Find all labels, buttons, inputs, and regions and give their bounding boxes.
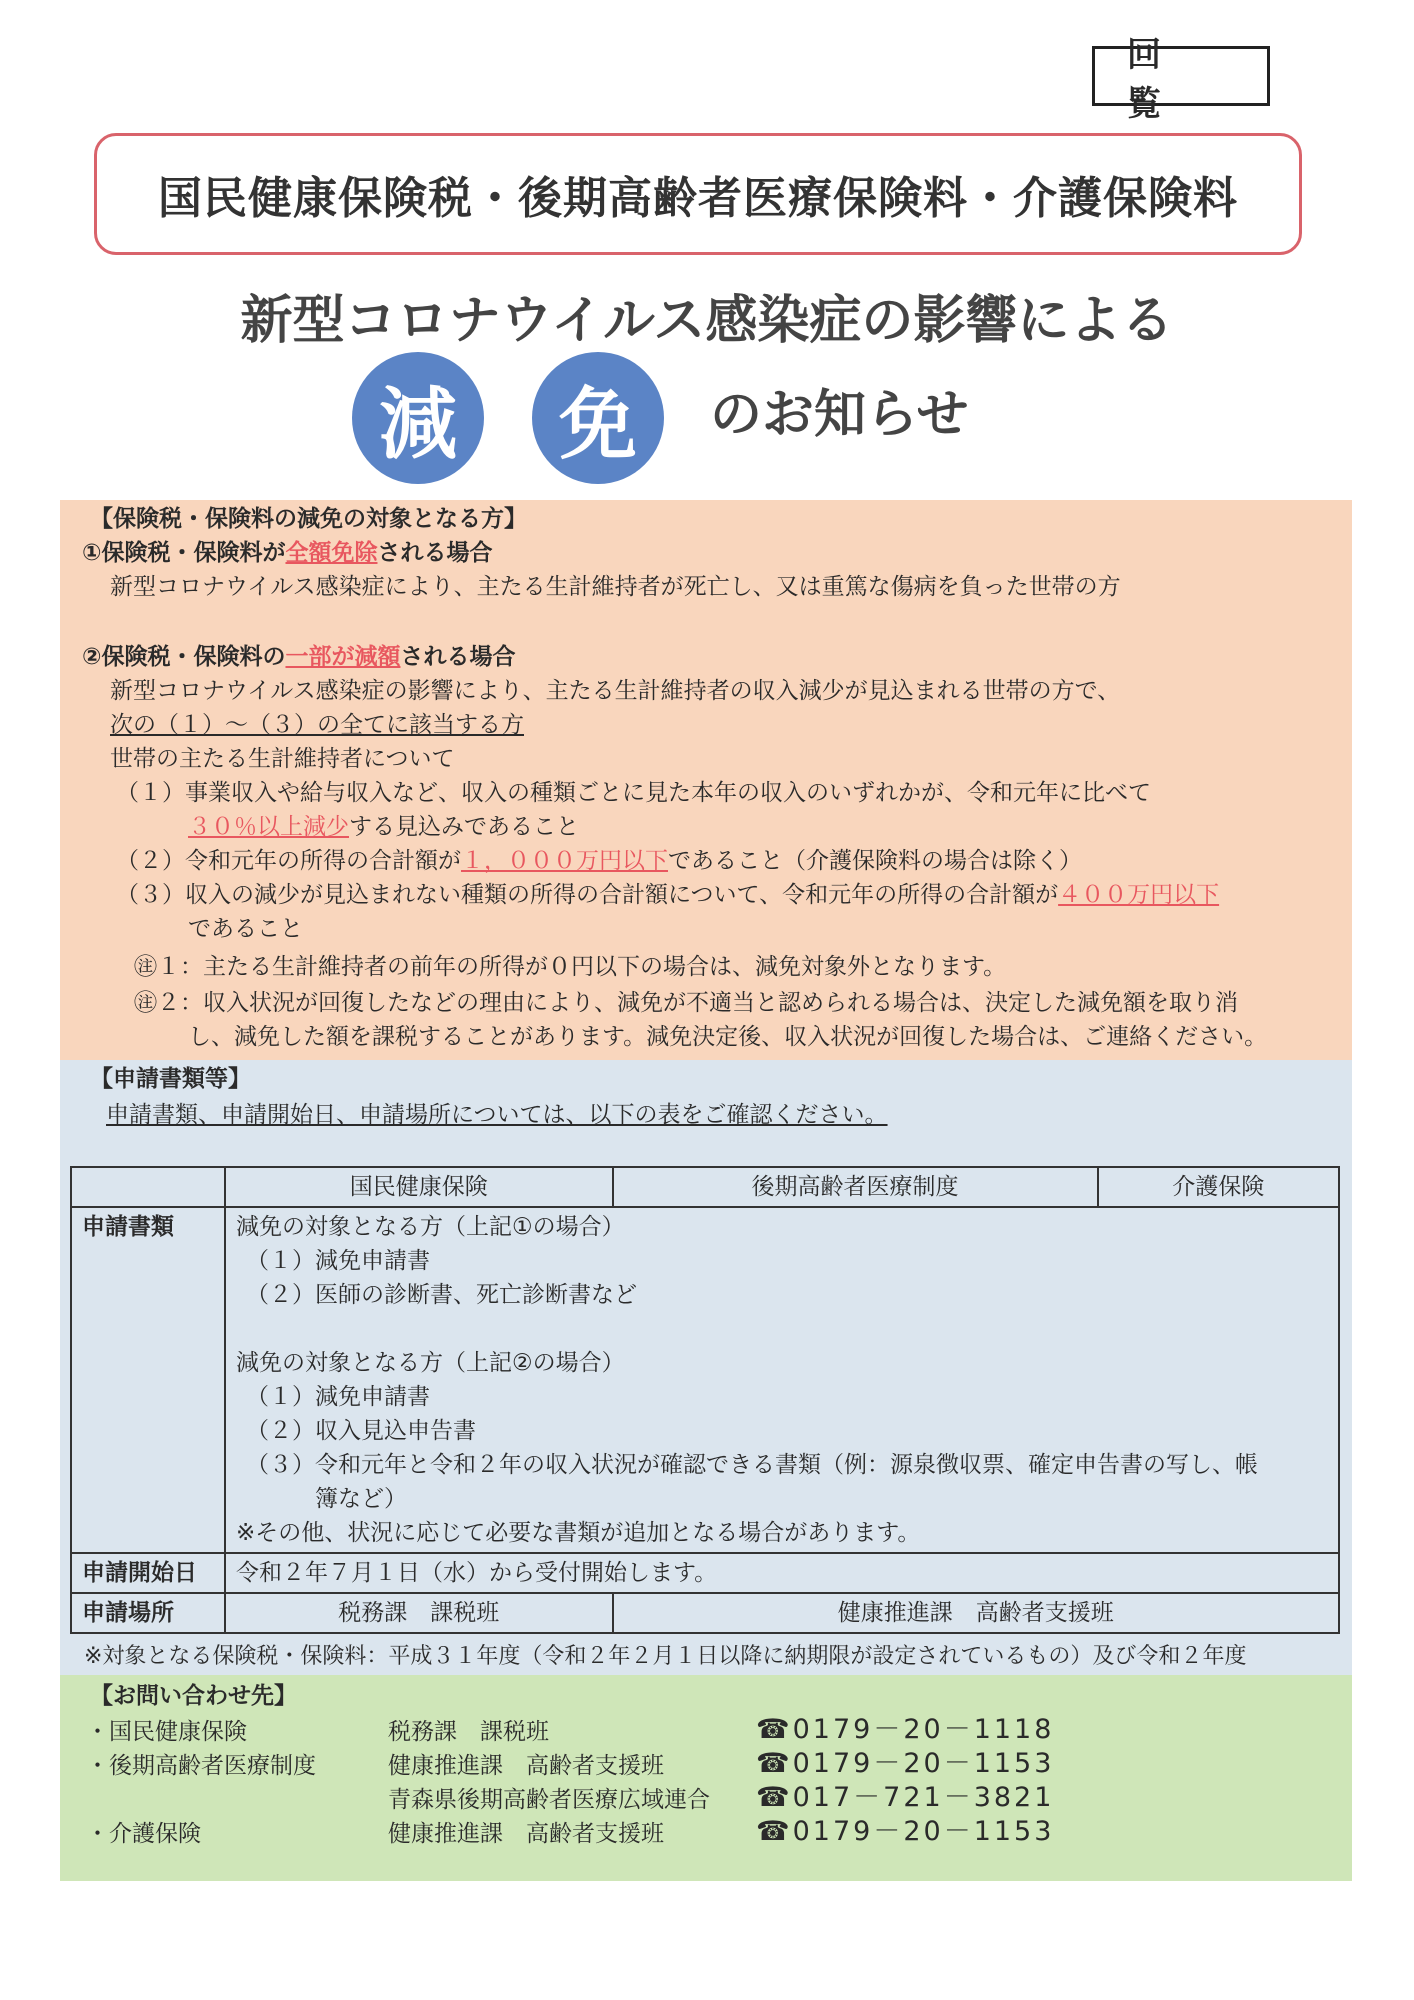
condition-3-line-a — [116, 880, 1219, 910]
circle-men: 免 — [532, 352, 664, 484]
table-header-row — [71, 1167, 1339, 1207]
note-2-line-a: ㊟２：収入状況が回復したなどの理由により、減免が不適当と認められる場合は、決定した減免額を取り消 — [134, 990, 1238, 1016]
case1-post: される場合 — [377, 540, 493, 566]
condition-2-pre: （２）令和元年の所得の合計額が — [116, 848, 461, 874]
contact-dept: 税務課 課税班 — [388, 1719, 549, 1745]
case1-pre: ①保険税・保険料が — [82, 540, 286, 566]
contact-section — [60, 1675, 1352, 1881]
circle-gen: 減 — [352, 352, 484, 484]
requirements-table — [70, 1166, 1340, 1634]
contact-heading: 【お問い合わせ先】 — [90, 1683, 297, 1709]
docs-line: ※その他、状況に応じて必要な書類が追加となる場合があります。 — [236, 1520, 921, 1546]
note-2-line-b: し、減免した額を課税することがあります。減免決定後、収入状況が回復した場合は、ご連絡ください。 — [188, 1024, 1268, 1050]
condition-1-highlight: ３０％以上減少 — [188, 814, 349, 840]
docs-line: （１）減免申請書 — [246, 1248, 430, 1274]
contact-label: ・介護保険 — [86, 1821, 201, 1847]
place-other-cell: 健康推進課 高齢者支援班 — [613, 1593, 1339, 1633]
case2-post: される場合 — [400, 644, 516, 670]
docs-line: 減免の対象となる方（上記①の場合） — [236, 1214, 625, 1240]
contact-dept: 健康推進課 高齢者支援班 — [388, 1821, 664, 1847]
case2-title — [82, 642, 515, 672]
case1-highlight: 全額免除 — [285, 540, 378, 566]
condition-3-highlight: ４００万円以下 — [1058, 882, 1220, 908]
condition-3-pre: （３）収入の減少が見込まれない種類の所得の合計額について、令和元年の所得の合計額が — [116, 882, 1059, 908]
docs-line: 簿など） — [246, 1486, 407, 1512]
contact-label: ・後期高齢者医療制度 — [86, 1753, 316, 1779]
condition-2 — [116, 846, 1082, 876]
case1-description: 新型コロナウイルス感染症により、主たる生計維持者が死亡し、又は重篤な傷病を負った世帯の方 — [110, 574, 1121, 600]
case2-highlight: 一部が減額 — [285, 644, 401, 670]
condition-1-line-a: （１）事業収入や給与収入など、収入の種類ごとに見た本年の収入のいずれかが、令和元年に比べて — [116, 780, 1151, 806]
case1-title — [82, 538, 492, 568]
table-row-start — [71, 1553, 1339, 1593]
subtitle: 新型コロナウイルス感染症の影響による — [240, 291, 1174, 351]
contact-tel: ☎017－721－3821 — [756, 1782, 1055, 1813]
condition-1-post: する見込みであること — [349, 814, 579, 840]
case2-pre: ②保険税・保険料の — [82, 644, 286, 670]
contact-dept: 青森県後期高齢者医療広域連合 — [388, 1787, 710, 1813]
eligibility-section — [60, 500, 1352, 1060]
condition-2-highlight: １，０００万円以下 — [461, 848, 668, 874]
table-footnote: ※対象となる保険税・保険料：平成３１年度（令和２年２月１日以降に納期限が設定されているもの）及び令和２年度 — [84, 1644, 1247, 1669]
contact-label: ・国民健康保険 — [86, 1719, 247, 1745]
docs-line: （２）収入見込申告書 — [246, 1418, 476, 1444]
notice-label: のお知らせ — [710, 385, 969, 445]
note-1: ㊟１：主たる生計維持者の前年の所得が０円以下の場合は、減免対象外となります。 — [134, 954, 1007, 980]
table-row-docs — [71, 1207, 1339, 1553]
docs-cell — [225, 1207, 1339, 1553]
docs-line — [236, 1312, 1328, 1346]
start-date-cell: 令和２年７月１日（水）から受付開始します。 — [225, 1553, 1339, 1593]
documents-heading: 【申請書類等】 — [90, 1066, 251, 1092]
col-header-care: 介護保険 — [1098, 1167, 1339, 1207]
contact-tel: ☎0179－20－1118 — [756, 1714, 1055, 1745]
condition-1-line-b — [188, 812, 579, 842]
case2-condition: 次の（１）～（３）の全てに該当する方 — [110, 712, 524, 738]
col-header-elderly: 後期高齢者医療制度 — [613, 1167, 1098, 1207]
docs-line: （３）令和元年と令和２年の収入状況が確認できる書類（例：源泉徴収票、確定申告書の写し、帳 — [246, 1452, 1258, 1478]
case2-subject: 世帯の主たる生計維持者について — [110, 746, 455, 772]
contact-tel: ☎0179－20－1153 — [756, 1816, 1055, 1847]
documents-intro: 申請書類、申請開始日、申請場所については、以下の表をご確認ください。 — [106, 1102, 888, 1128]
page-title: 国民健康保険税・後期高齢者医療保険料・介護保険料 — [94, 133, 1302, 255]
table-row-place — [71, 1593, 1339, 1633]
row-label-place: 申請場所 — [71, 1593, 225, 1633]
row-label-start: 申請開始日 — [71, 1553, 225, 1593]
contact-tel: ☎0179－20－1153 — [756, 1748, 1055, 1779]
eligibility-heading: 【保険税・保険料の減免の対象となる方】 — [90, 506, 527, 532]
place-nhi-cell: 税務課 課税班 — [225, 1593, 613, 1633]
docs-line: （２）医師の診断書、死亡診断書など — [246, 1282, 637, 1308]
docs-line: 減免の対象となる方（上記②の場合） — [236, 1350, 625, 1376]
col-header-nhi: 国民健康保険 — [225, 1167, 613, 1207]
condition-3-line-b: であること — [188, 916, 303, 942]
circulation-stamp: 回 覧 — [1092, 46, 1270, 106]
contact-dept: 健康推進課 高齢者支援班 — [388, 1753, 664, 1779]
docs-line: （１）減免申請書 — [246, 1384, 430, 1410]
row-label-docs: 申請書類 — [71, 1207, 225, 1553]
case2-description: 新型コロナウイルス感染症の影響により、主たる生計維持者の収入減少が見込まれる世帯の方で、 — [110, 678, 1121, 704]
table-corner — [71, 1167, 225, 1207]
condition-2-post: であること（介護保険料の場合は除く） — [668, 848, 1082, 874]
